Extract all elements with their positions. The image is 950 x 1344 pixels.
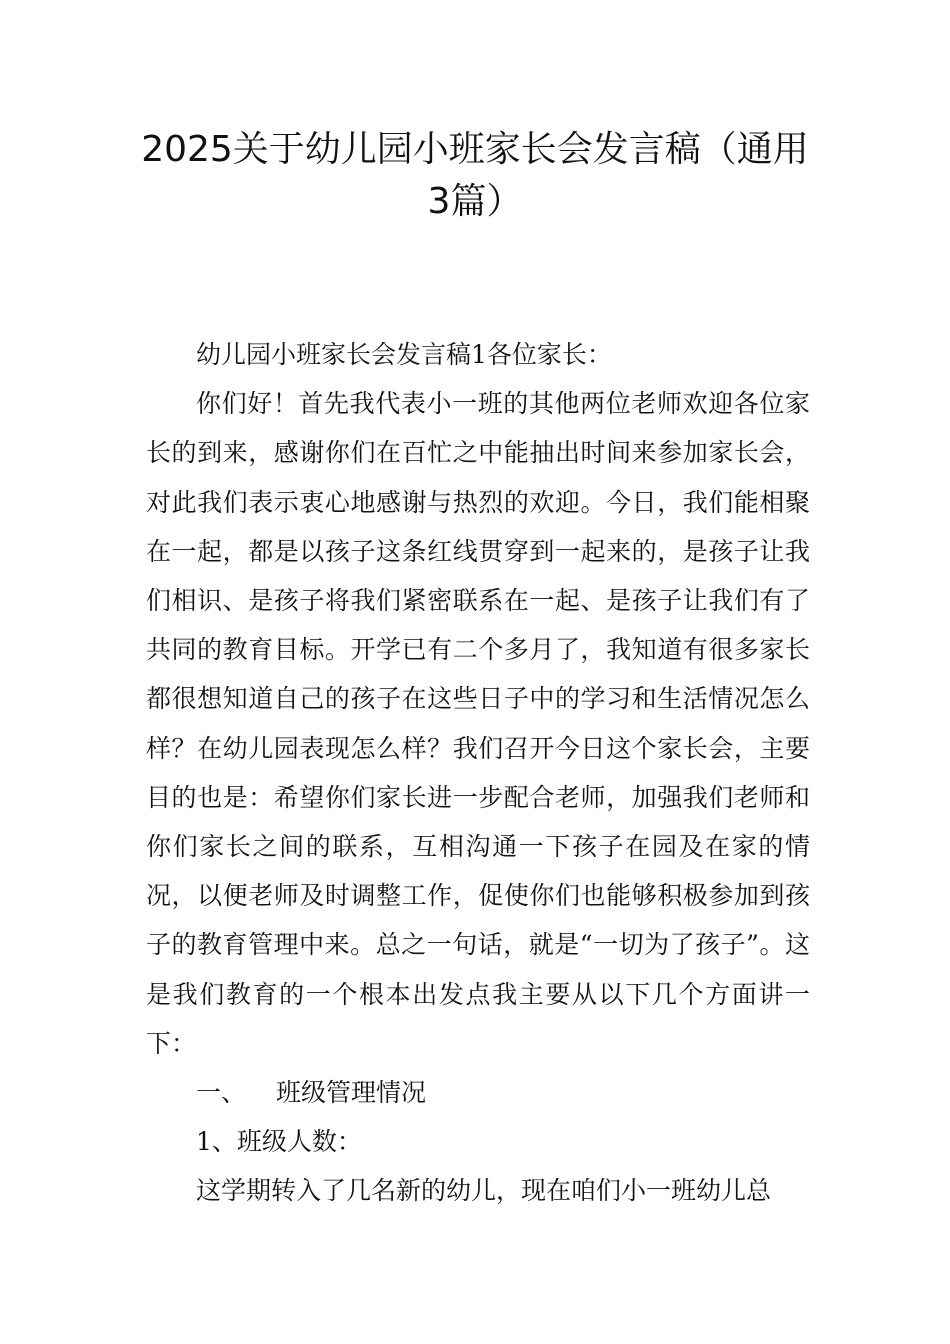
intro-line: 幼儿园小班家长会发言稿1各位家长： xyxy=(196,340,612,369)
document-body xyxy=(146,330,810,1216)
section-number: 一、 xyxy=(196,1078,247,1108)
title-line-2: 3篇） xyxy=(427,181,523,222)
paragraph-1: 你们好！首先我代表小一班的其他两位老师欢迎各位家长的到来，感谢你们在百忙之中能抽出时间来参加家长会，对此我们表示衷心地感谢与热烈的欢迎。今日，我们能相聚在一起，都是以孩子这条红线贯穿到一起来的，是孩子让我们相识、是孩子将我们紧密联系在一起、是孩子让我们有了共同的教育目标。开学已有二个多月了，我知道有很多家长都很想知道自己的孩子在这些日子中的学习和生活情况怎么样？在幼儿园表现怎么样？我们召开今日这个家长会，主要目的也是：希望你们家长进一步配合老师，加强我们老师和你们家长之间的联系，互相沟通一下孩子在园及在家的情况，以便老师及时调整工作，促使你们也能够积极参加到孩子的教育管理中来。总之一句话，就是“一切为了孩子”。这是我们教育的一个根本出发点我主要从以下几个方面讲一下： xyxy=(146,389,810,1058)
section-title: 班级管理情况 xyxy=(276,1078,427,1108)
subsection-heading-1: 1、班级人数： xyxy=(196,1127,362,1157)
title-line-1: 2025关于幼儿园小班家长会发言稿（通用 xyxy=(141,129,809,170)
document-title xyxy=(140,124,810,228)
paragraph-2: 这学期转入了几名新的幼儿，现在咱们小一班幼儿总 xyxy=(196,1176,772,1206)
section-heading-1 xyxy=(146,1068,810,1117)
